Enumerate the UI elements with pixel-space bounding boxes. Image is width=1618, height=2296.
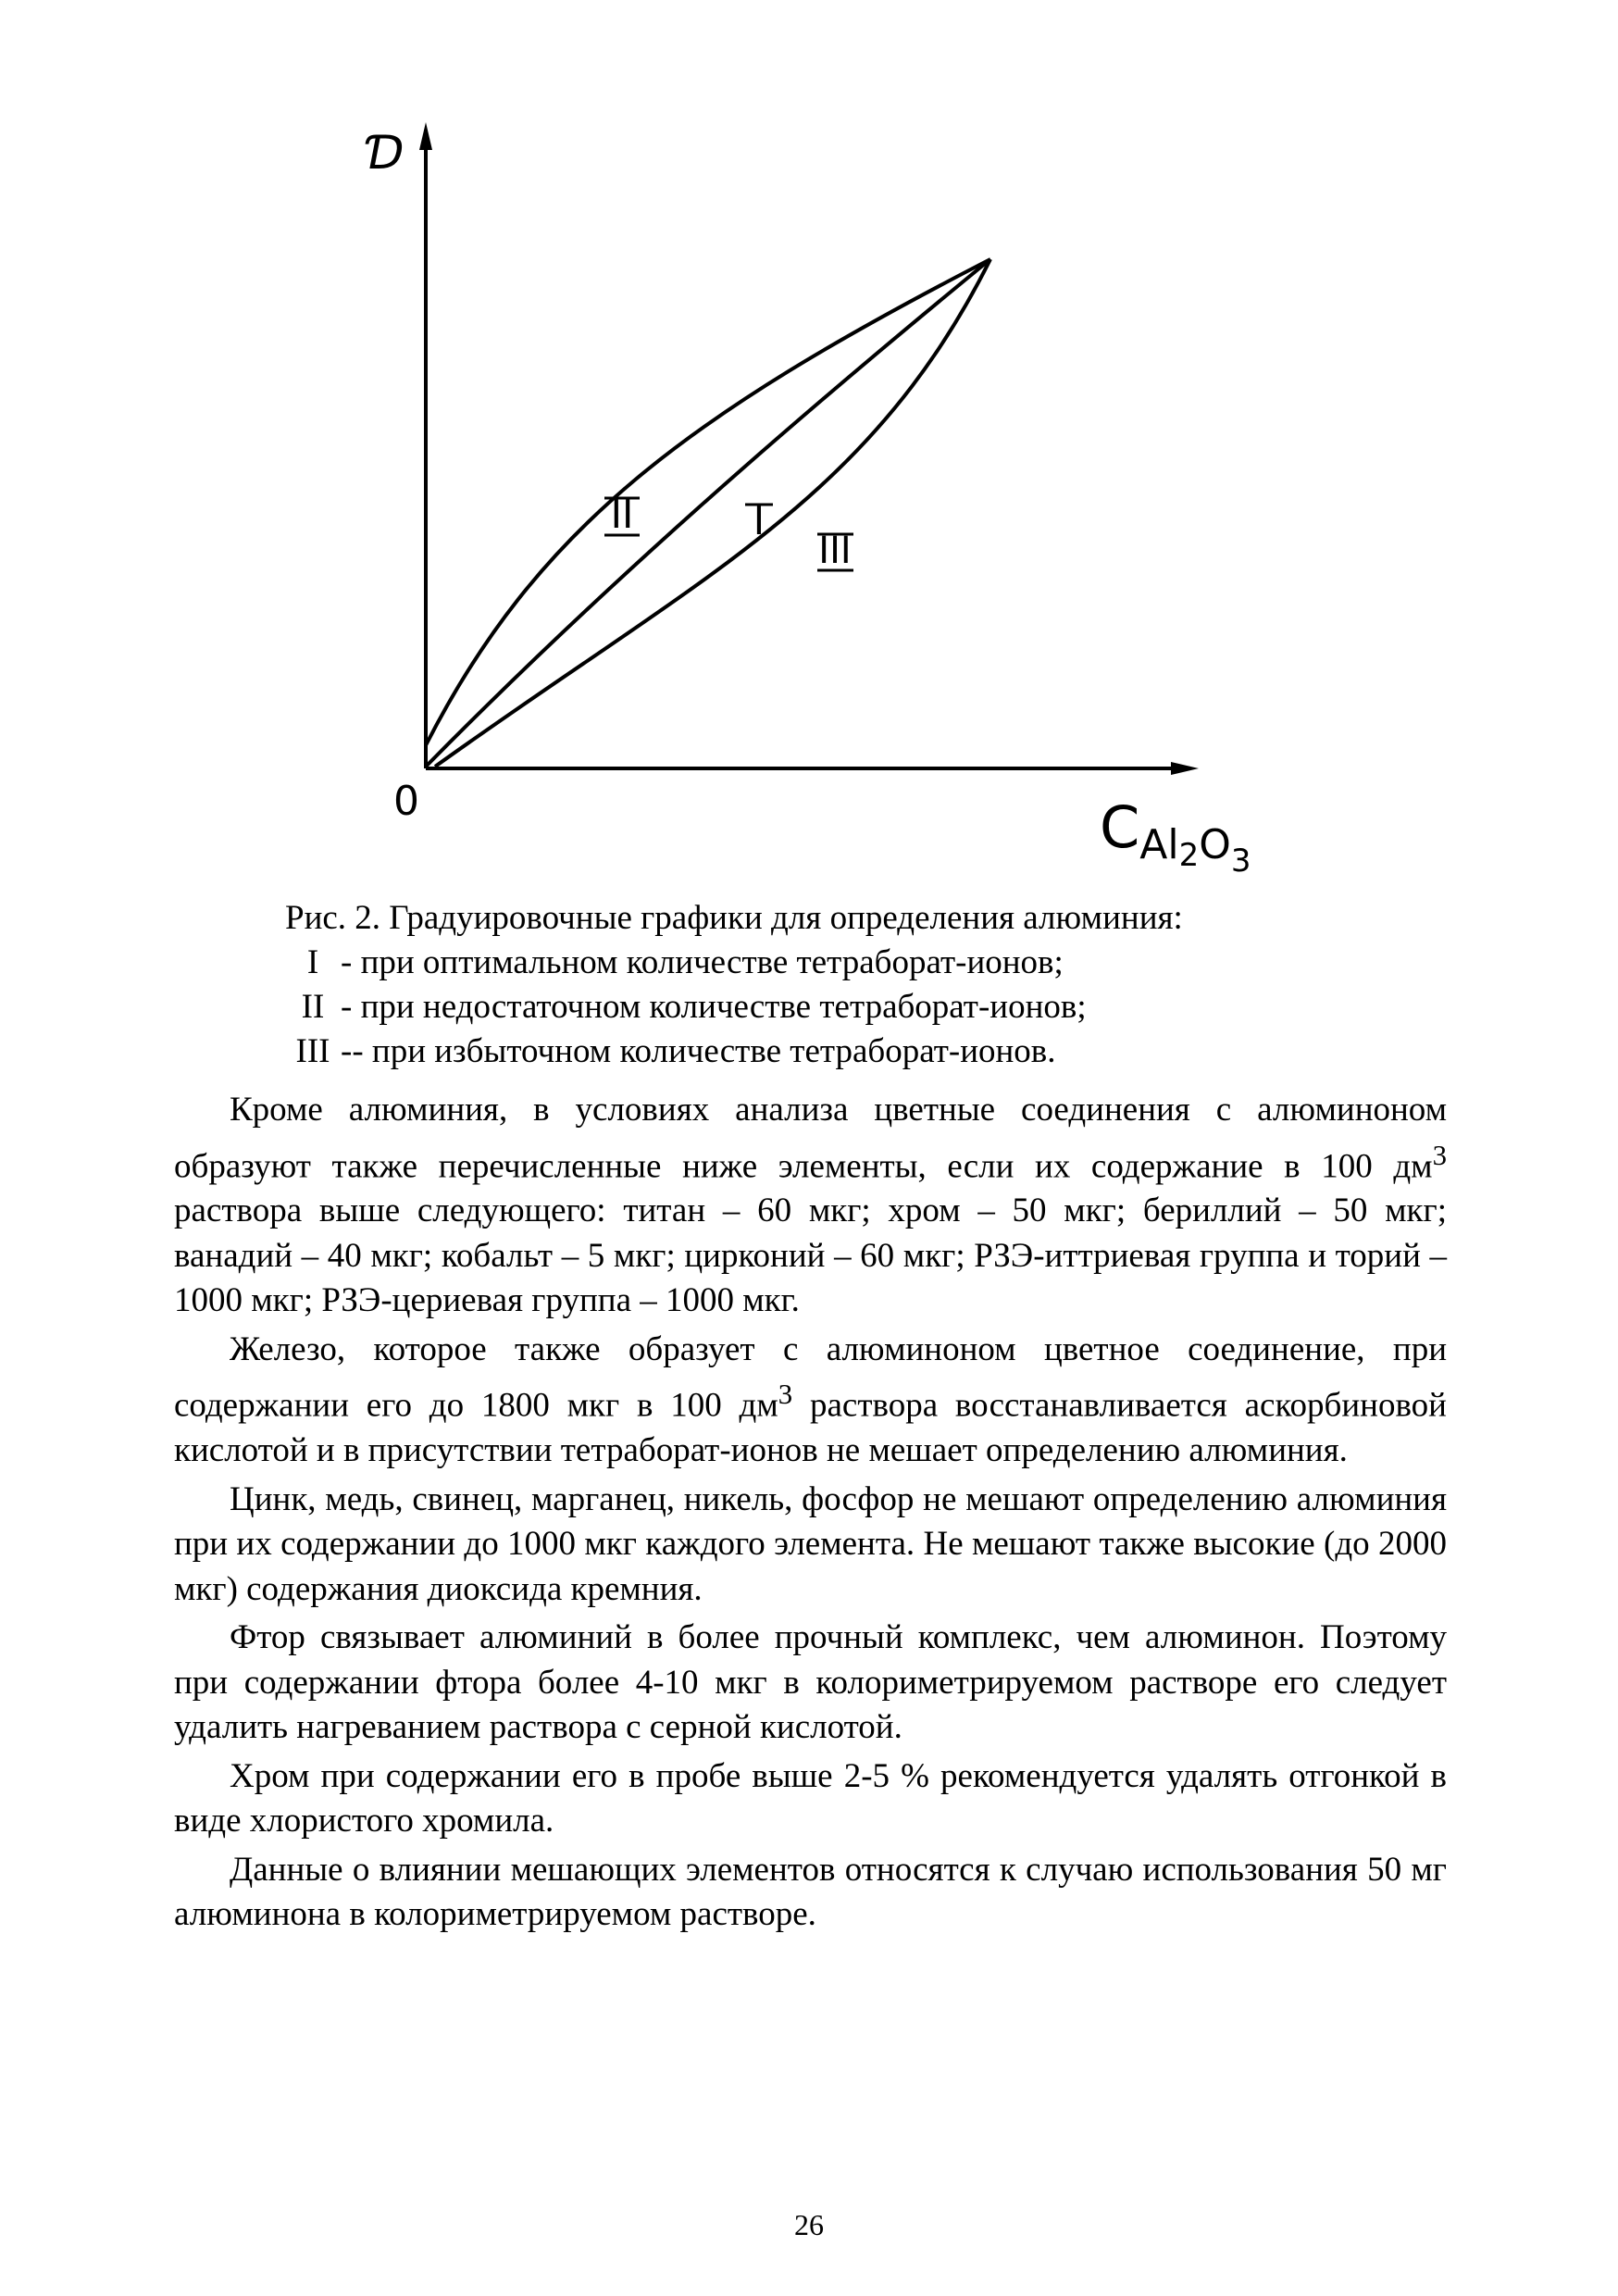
legend-text: -- при избыточном количестве тетраборат-ионов. [341, 1032, 1056, 1070]
curve-label-II [604, 492, 640, 537]
x-axis-arrow [1171, 762, 1199, 775]
curve-label-III [817, 530, 853, 572]
curve-label-I [745, 498, 773, 543]
legend-num: II [301, 988, 325, 1026]
caption-title: Рис. 2. Градуировочные графики для определения алюминия: [285, 899, 1183, 937]
origin-label: 0 [393, 778, 419, 825]
curve-II [426, 259, 990, 745]
body-text [174, 1088, 1447, 1941]
x-axis-label-main: C [1100, 793, 1140, 861]
calibration-chart [352, 111, 1277, 889]
paragraph-fluorine: Фтор связывает алюминий в более прочный комплекс, чем алюминон. Поэтому при содержании фтора более 4-10 мкг в колориметрируемом растворе его следует удалить нагреванием раствора с серной кислотой. [174, 1618, 1447, 1747]
paragraph-aluminon-amount: Данные о влиянии мешающих элементов относятся к случаю использования 50 мг алюминона в колориметрируемом растворе. [174, 1850, 1447, 1934]
legend-text: - при оптимальном количестве тетраборат-ионов; [341, 943, 1064, 981]
x-axis-label-sub2: 2 [1178, 837, 1200, 874]
svg-text:II: II [610, 492, 634, 537]
curve-I [426, 259, 990, 767]
paragraph-chromium: Хром при содержании его в пробе выше 2-5 % рекомендуется удалять отгонкой в виде хлористого хромила. [174, 1756, 1447, 1841]
paragraph-non-interfering: Цинк, медь, свинец, марганец, никель, фосфор не мешают определению алюминия при их содержании до 1000 мкг каждого элемента. Не мешают также высокие (до 2000 мкг) содержания диоксида кремния. [174, 1479, 1447, 1608]
calibration-figure [352, 111, 1277, 889]
svg-text:I: I [753, 498, 765, 543]
legend-text: - при недостаточном количестве тетраборат-ионов; [341, 988, 1087, 1026]
legend-item-I [285, 941, 1488, 985]
y-axis-arrow [419, 122, 432, 150]
curve-III [435, 259, 990, 767]
figure-caption [285, 896, 1488, 1074]
svg-text:III: III [818, 530, 852, 572]
x-axis-label-sub4: 3 [1230, 842, 1251, 880]
legend-num: I [306, 943, 319, 981]
x-axis-label [1100, 793, 1251, 880]
y-axis-label: Ɗ [363, 126, 401, 180]
x-axis-label-sub3: O [1199, 821, 1231, 868]
paragraph-interfering-elements: Кроме алюминия, в условиях анализа цветные соединения с алюминоном образуют также перечисленные ниже элементы, если их содержание в 100 $дм^3$ раствора выше следующего: титан – 60 мкг; хром – 50 мкг; бериллий – 50 мкг; ванадий – 40 мкг; кобальт – 5 мкг; цирконий – 60 мкг; РЗЭ-иттриевая группа и торий – 1000 мкг; РЗЭ-цериевая группа – 1000 мкг. [174, 1091, 1447, 1320]
x-axis-label-sub1: Al [1139, 821, 1179, 868]
legend-item-III [285, 1029, 1488, 1074]
paragraph-iron: Железо, которое также образует с алюминоном цветное соединение, при содержании его до 1800 мкг в 100 $дм^3$ раствора восстанавливается аскорбиновой кислотой и в присутствии тетраборат-ионов не мешает определению алюминия. [174, 1329, 1447, 1470]
legend-item-II [285, 985, 1488, 1029]
page-number: 26 [794, 2208, 824, 2241]
legend-num: III [295, 1032, 330, 1070]
